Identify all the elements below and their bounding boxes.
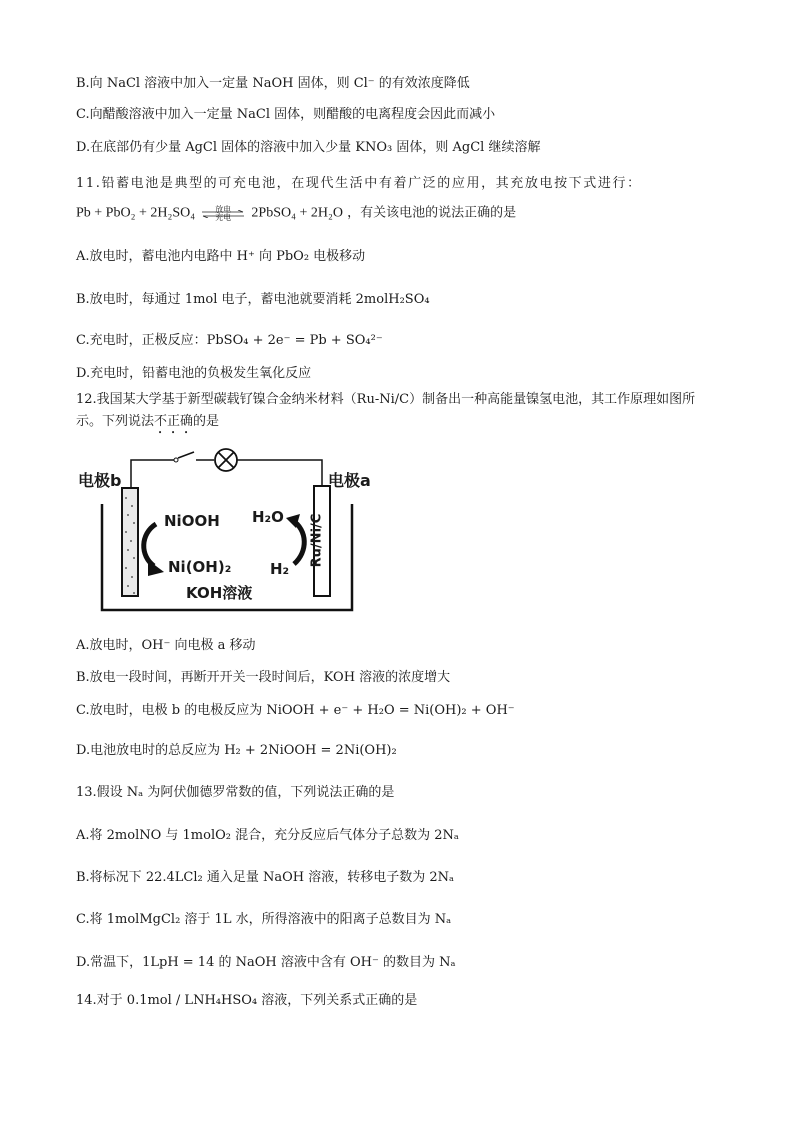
q10-option-b: B.向 NaCl 溶液中加入一定量 NaOH 固体，则 Cl⁻ 的有效浓度降低 [76, 76, 470, 91]
q14-stem: 14.对于 0.1mol / LNH₄HSO₄ 溶液，下列关系式正确的是 [76, 993, 418, 1008]
q11-eq-left: Pb + PbO₂ + 2H₂SO₄ [76, 205, 196, 221]
q11-option-b: B.放电时，每通过 1mol 电子，蓄电池就要消耗 2molH₂SO₄ [76, 292, 430, 307]
battery-diagram [74, 448, 374, 618]
electrode-b-label: 电极b [78, 471, 122, 490]
q11-eq-right: 2PbSO₄ + 2H₂O [251, 205, 343, 221]
q12-stem-line1: 12.我国某大学基于新型碳载钌镍合金纳米材料（Ru-Ni/C）制备出一种高能量镍氢电池，其工作原理如图所 [76, 392, 696, 407]
q12-stem-part-end: 的是 [193, 414, 220, 429]
q11-option-c: C.充电时，正极反应：PbSO₄ + 2e⁻ = Pb + SO₄²⁻ [76, 333, 383, 348]
q12-stem-emphasis: 不正确 [154, 414, 194, 429]
q12-stem-line2 [76, 414, 219, 437]
q12-option-d: D.电池放电时的总反应为 H₂ + 2NiOOH = 2Ni(OH)₂ [76, 743, 397, 758]
q12-option-b: B.放电一段时间，再断开开关一段时间后，KOH 溶液的浓度增大 [76, 670, 451, 685]
q11-eq-tail: ，有关该电池的说法正确的是 [347, 205, 517, 221]
electrolyte-label: KOH溶液 [186, 584, 253, 602]
q11-option-d: D.充电时，铅蓄电池的负极发生氧化反应 [76, 366, 312, 381]
electrode-material-label: Ru/Ni/C [309, 513, 325, 568]
q13-option-d: D.常温下，1LpH = 14 的 NaOH 溶液中含有 OH⁻ 的数目为 Nₐ [76, 955, 456, 970]
h2-label: H₂ [270, 560, 290, 578]
reversible-arrow-icon [201, 205, 245, 221]
q10-option-d: D.在底部仍有少量 AgCl 固体的溶液中加入少量 KNO₃ 固体，则 AgCl 继续溶解 [76, 140, 541, 155]
electrode-a-label: 电极a [328, 471, 371, 490]
arrow-charge-label: 充电 [215, 213, 232, 222]
q11-stem: 11.铅蓄电池是典型的可充电池，在现代生活中有着广泛的应用，其充放电按下式进行： [76, 176, 642, 191]
arrow-discharge-label: 放电 [215, 205, 232, 214]
q11-equation [76, 205, 516, 222]
q12-option-a: A.放电时，OH⁻ 向电极 a 移动 [76, 638, 256, 653]
niooh-label: NiOOH [164, 512, 220, 530]
q12-option-c: C.放电时，电极 b 的电极反应为 NiOOH + e⁻ + H₂O = Ni(OH)₂ + OH⁻ [76, 703, 515, 718]
q13-stem: 13.假设 Nₐ 为阿伏伽德罗常数的值，下列说法正确的是 [76, 785, 395, 800]
q13-option-b: B.将标况下 22.4LCl₂ 通入足量 NaOH 溶液，转移电子数为 2Nₐ [76, 870, 455, 885]
q11-option-a: A.放电时，蓄电池内电路中 H⁺ 向 PbO₂ 电极移动 [76, 249, 366, 264]
q12-stem-part: 示。下列说法 [76, 414, 155, 429]
q10-option-c: C.向醋酸溶液中加入一定量 NaCl 固体，则醋酸的电离程度会因此而减小 [76, 107, 496, 122]
nioh2-label: Ni(OH)₂ [168, 558, 232, 576]
q13-option-c: C.将 1molMgCl₂ 溶于 1L 水，所得溶液中的阳离子总数目为 Nₐ [76, 912, 452, 927]
h2o-label: H₂O [252, 508, 284, 526]
q13-option-a: A.将 2molNO 与 1molO₂ 混合，充分反应后气体分子总数为 2Nₐ [76, 828, 459, 843]
